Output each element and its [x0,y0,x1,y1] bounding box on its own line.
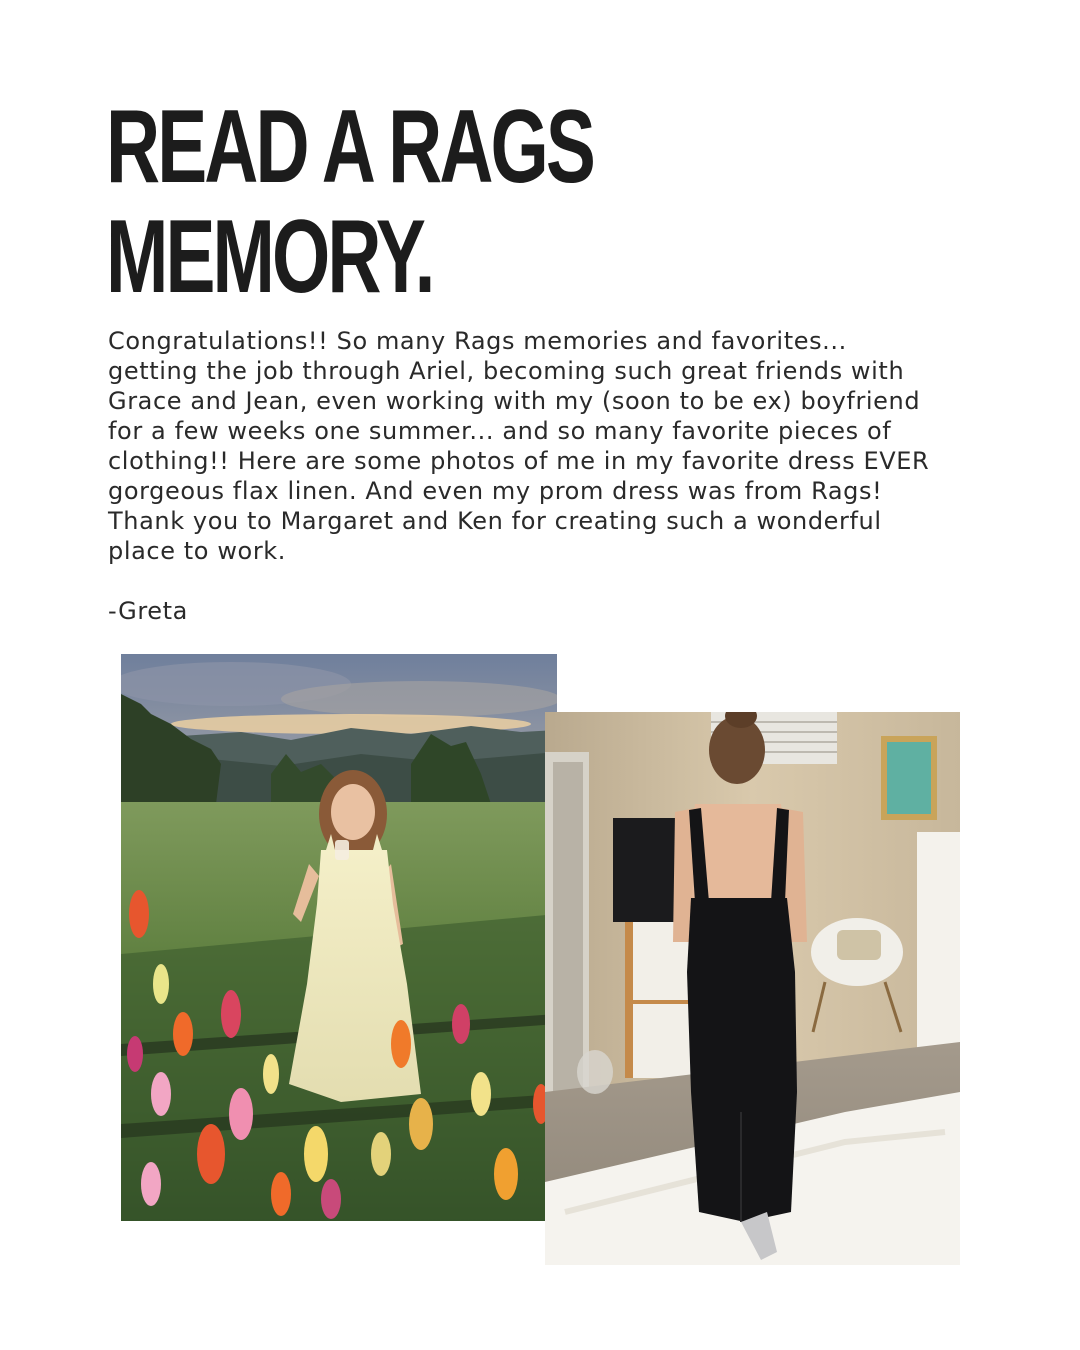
photo-prom-dress-room [545,712,960,1265]
page-title-line-2: MEMORY. [106,199,433,315]
memory-signature: -Greta [108,597,188,625]
page-title-line-1: READ A RAGS [106,89,593,205]
memory-text: Congratulations!! So many Rags memories and favorites... getting the job through Ariel, becoming such great friends with Grace and Jean, even working with my (soon to be ex) boyfriend for a few weeks one summer... and so many favorite pieces of clothing!! Here are some photos of me in my favorite dress EVER gorgeous flax linen. And even my prom dress was from Rags! Thank you to Margaret and Ken for creating such a wonderful place to work. [108,327,930,565]
page-title [106,89,593,315]
photo-linen-dress-field-image [121,654,557,1221]
photo-linen-dress-field [121,654,557,1221]
photo-prom-dress-room-image [545,712,960,1265]
